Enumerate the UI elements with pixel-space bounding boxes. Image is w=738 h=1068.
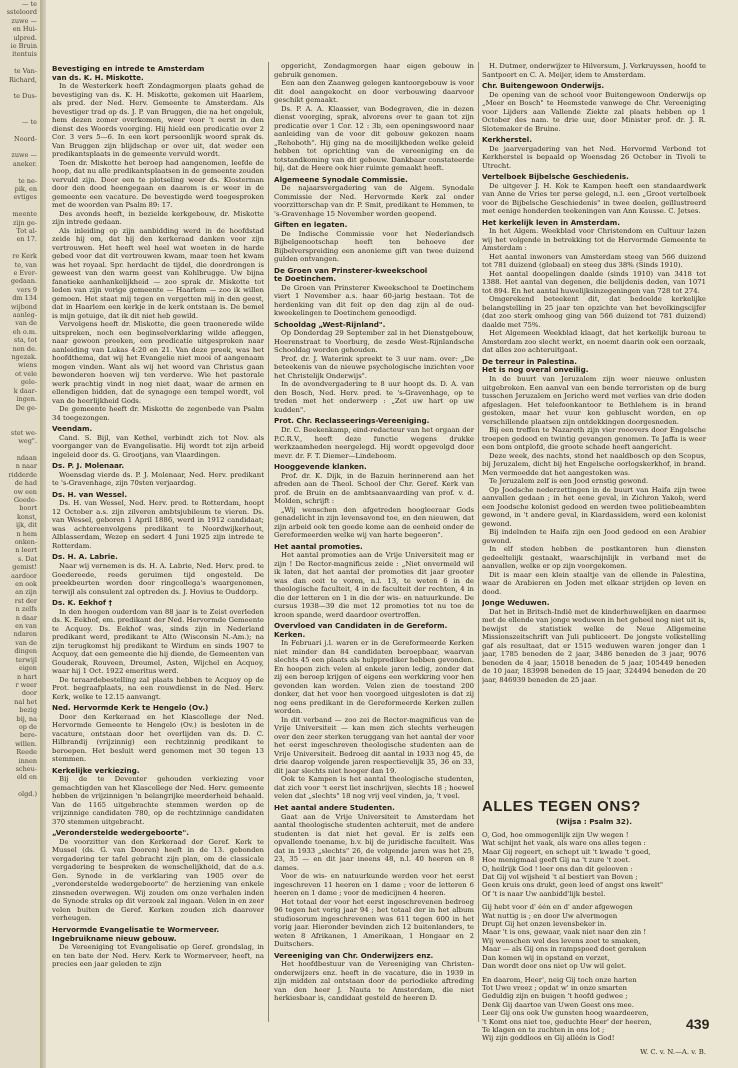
fragment-line: [0, 412, 40, 420]
article-paragraph: De gemeente heeft dr. Miskotte de zegenbede van Psalm 34 toegezongen.: [52, 405, 264, 422]
poem-line: Gij hebt voor d' één en d' ander afgewogen: [482, 903, 633, 912]
fragment-line: [0, 168, 40, 176]
article-paragraph: In Februari j.l. waren er in de Gereformeerde Kerken niet minder dan 84 candidaten beroepbaar, waarvan slechts 45 een plaats als hulpprediker hebben gevonden. En hoopen zich velen al enkele jaren ledig, zonder dat zij een beroep krijgen of eigens een werkkring voor hen gevonden kan worden. Velen zien de toestand 200 donker, dat het voor hen voorgoed uitgesloten is dat zij nog eens predikant in de Gereformeerde Kerken zullen worden.: [274, 639, 474, 716]
fragment-line: n naar: [15, 462, 37, 471]
article-paragraph: Het totaal der voor het eerst ingeschrevenen bedroeg 96 tegen het vorig jaar 94 ; het totaal der in het album studiosorum ingeschrevenen was 611 tegen 600 in het vorig jaar. Hieronder bevinden zich 12 buitenlanders, te weten 8 Afrikanen, 1 Amerikaan, 1 Hongaar en 2 Duitschers.: [274, 897, 474, 949]
fragment-line: itentuis: [12, 50, 37, 59]
article-heading: Veendam.: [52, 424, 93, 434]
poem-line: 't Komt ons niet toe, geduchte Heer' der heeren,: [482, 1017, 652, 1026]
poem-stanza: [482, 976, 706, 1043]
fragment-line: evtiges: [13, 193, 37, 202]
poem-line: Wij zijn goddloos en Gij alléén is God!: [482, 1034, 615, 1043]
fragment-line: Tot al-: [16, 226, 37, 235]
article-paragraph: Vervolgens heeft dr. Miskotte, die geen traonerede wilde uitspreken, noch een beginselverklaring wilde afleggen, naar gewoon preeken, een predicatie uitgesproken naar aanleiding van Lukas 4:20 en 21. Van deze preek, was het hoofdthema, dat wij het Evangelie niet mooi of aangenaam mogen vinden. Want als wij het woord van Christus gaan bewonderen hoeven wij ten verderve. Wie het pastorale werk prachtig vindt in nog niet daat, waar de armen en ellendigen bidden, dat de synagoge een tempel wordt, vol van de heerlijkheid Gods.: [52, 320, 264, 405]
fragment-line: [0, 126, 40, 134]
article-paragraph: De uitgever J. H. Kok te Kampen heeft een standaardwerk van Anne de Vries ter perse gelegd, n.l. een „Groot vertelboek voor de Bijbelsche Geschiedenis" in twee deelen, geïllustreerd met eenige honderden teekeningen van Ann Kausse. C. Jetses.: [482, 181, 706, 216]
article-heading: Ds. P. J. Molenaar.: [52, 461, 125, 471]
article-paragraph: In het Algem. Weekblad voor Christendom en Cultuur lazen wij het volgende in betrekking tot de Hervormde Gemeente te Amsterdam :: [482, 227, 706, 253]
poem-line: Drupt Gij het onzen levensbeker in.: [482, 920, 607, 929]
column-rule: [478, 62, 479, 1022]
article-paragraph: Naar wij vernemen is ds. H. A. Labrie, Ned. Herv. pred. te Goedereede, reeds geruimen tijd ongesteld. De preekbeurten worden door ringcollega's waargenomen, terwijl als consulent zal optreden ds. J. Hovius te Ouddorp.: [52, 562, 264, 596]
article-paragraph: Bij een treffen te Nazareth zijn vier rooovers door Engelsche troepen gedood en twintig gevangen genomen. Te Jaffa is weer een bom ontplofd, die groote schade heeft aangericht.: [482, 426, 706, 452]
fragment-line: aanleg-: [12, 311, 37, 320]
article-paragraph: De voorzitter van den Kerkeraad der Geref. Kerk te Mussel (ds. G. van Dooren) heeft in de 13. gebonden vergadering ter tafel gebracht zijn plan, om de classicale vergadering te bespreken de wenschelijkheid, dat de a.s. Gen. Synode in de verklaring van 1905 over de „veronderstelde wedergeboorte" de herziening van enkele zinsneden overwegen. Wij zouden om onze verhalen inden de Synode straks op dit verzoek zal ingaan. Velen in en zeer velen buiten de Geref. Kerken zouden zich daarover verheugen.: [52, 837, 264, 923]
article-paragraph: Het aantal inwoners van Amsterdam steeg van 566 duizend tot 781 duizend (globaal) en steeg dus 38% (Sinds 1910).: [482, 252, 706, 270]
article-paragraph: Door den Kerkeraad en het Klascollege der Ned. Hervormde Gemeente te Hengelo (Ov.) is besloten in de vacature, ontstaan door het overlijden van ds. D. C. Hilbrandij (vrijzinnig) een rechtzinnig predikant te beroepen. Het besluit werd genomen met 30 tegen 13 stemmen.: [52, 712, 264, 764]
poem-line: Wat nuttig is ; en door Uw alvermogen: [482, 911, 618, 920]
article-paragraph: Op Joodsche nederzettingen in de buurt van Haifa zijn twee aanvallen gedaan ; in het eene geval, in Zichron Yakob, werd een Joodsche kolonist gedood en werden twee politiebeambten gewond, in 't andere geval, in Kiardassidem, werd een kolonist gewond.: [482, 485, 706, 528]
poem-line: Dan wordt door ons niet op Uw wil gelet.: [482, 962, 627, 971]
article-paragraph: Woensdag vierde ds. P. J. Molenaar, Ned. Herv. predikant te 's-Gravenhage, zijn 70sten verjaardag.: [52, 470, 264, 488]
article-heading: Vereeniging van Chr. Onderwijzers enz.: [274, 950, 434, 960]
poem-signature: W. C. v. N.—A. v. B.: [640, 1047, 706, 1056]
fragment-line: door: [21, 689, 37, 698]
article-paragraph: Het hoofdbestuur van de Vereeniging van Christen-onderwijzers enz. heeft in de vacature, die in 1939 in zijn midden zal ontstaan door de periodieke aftreding van den heer J. Nauta te Amsterdam, die niet herkiesbaar is, candidaat gesteld de heeren D.: [274, 960, 474, 1003]
facing-page-fragment: [0, 0, 42, 1068]
fragment-line: Richard,: [8, 75, 37, 84]
article-heading: Algemeene Synodale Commissie.: [274, 174, 408, 184]
poem-line: En daarom, Heer', neig Gij toch onze harten: [482, 975, 637, 984]
fragment-line: gele-: [20, 378, 37, 387]
article-paragraph: H. Dutmer, onderwijzer te Hilversum, J. Verkruyssen, hoofd te Santpoort en C. A. Meijer, idem te Amsterdam.: [482, 62, 706, 79]
fragment-line: ssteloord: [6, 8, 37, 17]
poem-stanza: [482, 831, 706, 898]
fragment-line: nal het: [14, 697, 37, 706]
poem-line: Hoe menigmaal geeft Gij na 't zure 't zoet.: [482, 856, 631, 865]
article-heading: Het aantal promoties.: [274, 541, 363, 551]
article-heading: Het aantal andere Studenten.: [274, 802, 395, 812]
fragment-line: ow een: [13, 487, 37, 496]
poem-line: Geen kruis ons drukt, geen leed of angst ons kwelt": [482, 881, 664, 890]
fragment-line: n zelfs: [15, 605, 37, 614]
article-paragraph: In elf steden hebben de postkantoren hun diensten gedeeltelijk gestaakt, waarschijnlijk in verband met de aanvallen, welke er op zijn voorgekomen.: [482, 545, 706, 571]
article-paragraph: Ook te Kampen is het aantal theologische studenten, dat zich voor 't eerst liet inschrijven, slechts 18 ; hoewel velen dat „slechts" 18 nog vrij veel vinden, ja, 't veel.: [274, 775, 474, 801]
article-paragraph: De najaarsvergadering van de Algem. Synodale Commissie der Ned. Hervormde Kerk zal onder voorzitterschap van dr. P. Smit, predikant te Hemmen, te 's-Gravenhage 15 November worden geopend.: [274, 184, 474, 218]
fragment-line: en 17.: [16, 235, 37, 244]
fragment-line: [0, 59, 40, 67]
fragment-line: n hart: [16, 672, 37, 681]
poem-line: O, God, hoe ommogenlijk zijn Uw wegen !: [482, 831, 629, 839]
fragment-line: vers 9: [16, 285, 37, 294]
article-heading: Jonge Weduwen.: [482, 598, 550, 608]
fragment-line: en Hui-: [12, 25, 37, 34]
fragment-line: [0, 202, 40, 210]
fragment-line: nen de.: [12, 344, 37, 353]
article-heading: Hervormde Evangelisatie te Wormerveer. Ingebruikname nieuw gebouw.: [52, 924, 220, 943]
column-2: [274, 62, 474, 1052]
article-paragraph: Een aan den Zaanweg gelegen kantoorgebouw is voor dit doel aangekocht en door verbouwing daarvoor geschikt gemaakt.: [274, 79, 474, 104]
article-paragraph: „Wij wenschen den afgetreden hoogleeraar Gods genadelicht in zijn levensavond toe, en den nieuwen, dat zijn arbeid ook ten goede kome aan de eenheid onder de Gereformeerden welke wij van harte begeeren".: [274, 505, 474, 540]
article-paragraph: Het aantal promoties aan de Vrije Universiteit mag er zijn ! De Rector-magnificus zeide : „Niet onvermeld wil ik laten, dat het aantal der promoties dit jaar grooter was dan ooit te voren, n.l. 13, te weten 6 in de theologische faculteit, 4 in de faculteit der rechten, 4 in die der letteren en 1 in die der wis- en natuurkunde. De cursus 1938—39 die met 12 promoties tot nu toe de kroon spande, werd daardoor overtroffen.: [274, 551, 474, 619]
fragment-line: zuwe —: [11, 16, 37, 25]
fragment-line: te Van-: [14, 67, 37, 76]
column-rule: [268, 62, 269, 1022]
poem-line: Te klagen en te zuchten in ons lot ;: [482, 1025, 605, 1034]
fragment-line: dingen: [14, 647, 37, 656]
fragment-line: gedaan.: [10, 277, 37, 286]
article-heading: Schooldag „West-Rijnland".: [274, 319, 386, 329]
article-heading: Ned. Hervormde Kerk te Hengelo (Ov.): [52, 703, 209, 713]
fragment-line: ngezak.: [11, 353, 37, 362]
fragment-line: dm 134: [12, 294, 37, 303]
article-paragraph: In de avondvergadering te 8 uur hoopt ds. D. A. van den Bosch, Ned. Herv. pred. te 's-Gravenhage, op te treden met het onderwerp : „Zet uw hart op uw kudden".: [274, 380, 474, 414]
article-paragraph: De opening van de school voor Buitengewoon Onderwijs op „Meer en Bosch" te Heemstede vanwege de Chr. Vereeniging voor Lijders aan Vallende Ziekte zal plaats hebben op 1 October des nam. te drie uur, door Minister prof. dr. J. R. Slotemaker de Bruine.: [482, 90, 706, 133]
fragment-line: pik, en: [14, 184, 37, 193]
article-heading: Hooggevende klanken.: [274, 462, 367, 472]
fragment-line: ridderde: [8, 470, 37, 479]
article-paragraph: opgericht, Zondagmorgen haar eigen gebouw in gebruik genomen.: [274, 62, 474, 79]
article-paragraph: Dit is maar een klein staaltje van de ellende in Palestina, waar de Arabieren en Joden met elkaar strijden op leven en dood.: [482, 570, 706, 596]
fragment-line: r weer: [15, 680, 37, 689]
fragment-line: [0, 101, 40, 109]
fragment-line: bere-: [19, 731, 37, 740]
poem-stanza: [482, 903, 706, 970]
fragment-line: onken-: [14, 538, 37, 546]
article-paragraph: In dit verband — zoo zei de Rector-magnificus van de Vrije Universiteit — kan men zich slechts verheugen over den zeer sterken teruggang van het aantal der voor het eerst ingeschreven theologische studenten aan de Vrije Universiteit. Bedroeg dit aantal in 1933 nog 45, de drie daarop volgende jaren respectievelijk 35, 36 en 33, dit jaar slechts niet hooger dan 19.: [274, 715, 474, 775]
fragment-line: te, van: [14, 260, 37, 269]
article-paragraph: In den hoogen ouderdom van 88 jaar is te Zeist overleden ds. K. Eekhof, em. predikant der Ned. Hervormde Gemeente te Acquoy. Ds. Eekhof was, sinds zijn in Nederland predikant werd, predikant te Alto (Wisconsin N.-Am.); na zijn terugkomst hij predikant te Wirdum en sinds 1907 te Acquoy, dat een gemeente die hij diende, de Gemeenten van Gouderak, Rouveen, Dreumel, Asten, Wijchel en Acquoy, waar hij 1 Oct. 1922 emeritus werd.: [52, 607, 264, 676]
fragment-line: [0, 244, 40, 252]
article-paragraph: Bij indelnden te Haifa zijn een Jood gedood en een Arabier gewond.: [482, 528, 706, 545]
article-heading: Ds. K. Eekhof †: [52, 598, 113, 608]
article-heading: Kerkelijke verkiezing.: [52, 765, 140, 775]
fragment-line: bezig: [19, 706, 37, 715]
article-paragraph: De Vereeniging tot Evangelisatie op Geref. grondslag, in en ten bate der Ned. Herv. Kerk te Wormerveer, heeft, na precies een jaar geleden te zijn: [52, 943, 264, 969]
fragment-line: — te: [21, 0, 37, 8]
column-1: [52, 62, 264, 1052]
fragment-line: innen: [18, 756, 37, 765]
fragment-line: sta, tot: [13, 336, 37, 345]
fragment-line: wiens: [17, 361, 37, 370]
fragment-line: ndaren: [13, 630, 37, 639]
fragment-line: terwijl: [15, 655, 37, 664]
poem-title: ALLES TEGEN ONS?: [482, 798, 641, 815]
fragment-line: en van: [15, 622, 37, 631]
fragment-line: olgd.): [18, 790, 37, 799]
fragment-line: ie Bruin: [10, 42, 37, 51]
fragment-line: aardoor: [11, 571, 37, 580]
article-paragraph: Prof. dr. J. Waterink spreekt te 3 uur nam. over: „De beteekenis van de nieuwe psychologische inzichten voor het Christelijk Onderwijs".: [274, 354, 474, 380]
fragment-line: [0, 109, 40, 117]
column-3: [482, 62, 706, 798]
fragment-line: [0, 84, 40, 92]
fragment-line: De ge-: [15, 403, 37, 412]
fragment-line: n leert: [15, 546, 37, 555]
article-heading: Prot. Chr. Reclasseerings-Vereeniging.: [274, 416, 430, 426]
fragment-line: eh o.m.: [12, 327, 37, 336]
poem-line: Wij wenschen wel des levens zoet te smaken,: [482, 936, 641, 945]
article-paragraph: Deze week, des nachts, stond het naaldbosch op den Scopus, bij Jeruzalem, dicht bij het Engelsche oorlogskerkhof, in brand. Men vermoedde dat het aangestoken was.: [482, 451, 706, 477]
fragment-line: te ne-: [18, 176, 37, 185]
fragment-line: Noord-: [14, 134, 37, 143]
poem-line: Maar Gij regeert, en schept uit 't kwade 't goed,: [482, 847, 651, 856]
fragment-line: konst,: [16, 512, 37, 521]
fragment-line: wijbond: [10, 302, 37, 311]
article-paragraph: Cand. S. Bijl, van Kethel, verbindt zich tot Nov. als voorganger van de Evangelisatie. Hij wordt tot zijn arbeid ingeleid door ds. G. Grootjans, van Vlaardingen.: [52, 433, 264, 459]
article-heading: De Groen van Prinsterer-kweekschool te Doetinchem.: [274, 265, 428, 284]
fragment-line: an zijn: [15, 588, 37, 597]
article-paragraph: In de Westerkerk heeft Zondagmorgen plaats gehad de bevestiging van ds. K. H. Miskotte, gekomen uit Haarlem, als pred. der Ned. Herv. Gemeente te Amsterdam. Als bevestiger trad op ds. J. P. van Bruggen, die na het ongeluk, hem dezen zomer overkomen, weer voor 't eerst in den dienst des Woords voorging. Hij hield een predicatie over 2 Cor. 3 vers 5—6. In een kort persoonlijk woord sprak ds. Van Bruggen zijn blijdschap er over uit, dat weder een predikantsplaats in de gemeente vervuld wordt.: [52, 82, 264, 159]
fragment-line: gemist!: [12, 563, 37, 572]
article-paragraph: De teraardebestelling zal plaats hebben te Acquoy op de Prot. begraafplaats, na een rouwdienst in de Ned. Herv. Kerk, welke te 12.15 aanvangt.: [52, 675, 264, 701]
fragment-line: [0, 782, 40, 790]
fragment-line: Reede: [16, 748, 37, 757]
poem-line: Leer Gij ons ook Uw gunsten hoog waardeeren,: [482, 1009, 649, 1018]
article-paragraph: Als inleiding op zijn aanbidding werd in de hoofdstad zeide hij om, dat hij den kerkeraad danken voor zijn vertrouwen. Het heeft wel heel wat woeten in de harde gebed voor dat dit vertrouwen kwam, maar toen het kwam was het royaal. Spr. herdacht de tijdel, die doordrongen is geweest van den warm geest van Kohlbrugge. Uw bijna fanatieke aanhankelijkheid — zoo sprak dr. Miskotte tot leden van zijn vorige gemeente — Haarlem — zoo ik willen gemoen. Het staat mij tegen en vergetten mij in den geest, dat in Haarlem een kerkje in de kerk ontstaan is. De bemel is mijn getuige, dat ik dit niet heb gewild.: [52, 226, 264, 320]
fragment-line: n hem: [16, 529, 37, 538]
article-heading: Chr. Buitengewoon Onderwijs.: [482, 81, 605, 90]
poem-line: Wat schijnt het vaak, als ware ons alles tegen :: [482, 839, 646, 848]
article-paragraph: Het aantal doopelingen daalde (sinds 1910) van 3418 tot 1388. Het aantal van degenen, die belijdenis deden, van 1071 tot 894. En het aantal huwelijksinzegeningen van 728 tot 274.: [482, 269, 706, 295]
article-paragraph: Toen dr. Miskotte het beroep had aangenomen, leefde de hoop, dat nu alle predikantsplaatsen in de gemeente zouden vervuld zijn. Door een te plotseling weer ds. Klosterman door den dood heengegaan en daarom is er weer in de gemeente een vacature. De bevestigde werd toegesproken met de woorden van Psalm 89: 17.: [52, 158, 264, 210]
fragment-line: weg".: [18, 437, 37, 446]
page-number: 439: [686, 1016, 710, 1032]
poem: [482, 798, 706, 1056]
article-heading: Overvloed van Candidaten in de Gereform. Kerken.: [274, 621, 448, 639]
fragment-line: ingen.: [16, 395, 37, 404]
fragment-line: de had: [14, 479, 37, 488]
fragment-line: n daar: [15, 613, 37, 622]
fragment-line: [0, 420, 40, 428]
article-paragraph: In de buurt van Jeruzalem zijn weer nieuwe onlusten uitgebroken. Een aanval van een bende terroristen op de burg tusschen Jeruzalem en Jericho werd met verlies van drie doden afgeslagen. Het telefoonkantoor te Bethlehem is in brand gestoken, maar het vuur kon gebluscht worden, en op verschillende plaatsen zijn ontdekkingen doorgesneden.: [482, 375, 706, 426]
poem-subtitle: (Wijsa : Psalm 32).: [556, 817, 632, 826]
article-paragraph: Omgerekend beteekent dit, dat bedoelde kerkelijke belangstelling in 25 jaar ten opzichte van het bevolkingscijfer (dat zoo sterk omhoog ging van 566 duizend tot 781 duizend) daalde met 75%.: [482, 295, 706, 329]
fragment-line: re Kerk: [12, 252, 37, 261]
article-paragraph: Dr. C. Beekenkamp, eind-redacteur van het orgaan der P.C.R.V., heeft deze functie wegens drukke werkzaamheden neergelegd. Hij wordt opgevolgd door mevr. dr. F. T. Diemer—Lindeboom.: [274, 426, 474, 460]
fragment-line: te Dus-: [13, 92, 37, 101]
article-paragraph: Voor de wis- en natuurkunde werden voor het eerst ingeschreven 11 heeren en 1 dame ; voor de letteren 6 heeren en 1 dame ; voor de medicijnen 4 heeren.: [274, 872, 474, 898]
fragment-line: en ook: [15, 580, 37, 589]
fragment-line: stet we-: [10, 428, 37, 437]
fragment-line: willen.: [15, 739, 37, 748]
fragment-line: [0, 446, 40, 454]
article-paragraph: Het Algemeen Weekblad klaagt, dat het kerkelijk bureau te Amsterdam zoo slecht werkt, en noemt daarin ook een oorzaak, dat alles zoo achteruitgaat.: [482, 329, 706, 355]
article-heading: „Veronderstelde wedergeboorte".: [52, 828, 189, 838]
poem-line: Geduldig zijn en buigen 't hoofd gedwee ;: [482, 992, 628, 1001]
article-paragraph: De Indische Commissie voor het Nederlandsch Bijbelgenootschap heeft ten behoeve der Bijbelverspreiding een anonieme gift van twee duizend gulden ontvangen.: [274, 229, 474, 264]
poem-line: Of 't is naar Uw aanbidd'lijk bestel.: [482, 889, 606, 898]
article-heading: Het kerkelijk leven in Amsterdam.: [482, 217, 620, 227]
fragment-line: Goede-: [13, 495, 37, 504]
poem-line: Maar 't is ons, gewaar, vaak niet naar den zin !: [482, 928, 647, 937]
fragment-line: van de: [15, 638, 37, 647]
article-heading: Vertelboek Bijbelsche Geschiedenis.: [482, 172, 629, 182]
article-paragraph: Des avonds heeft, in bezielde kerkgebouw, dr. Miskotte zijn intrede gedaan.: [52, 209, 264, 227]
poem-stanzas: [482, 831, 706, 1043]
article-heading: Kerkherstel.: [482, 135, 532, 145]
fragment-line: ndaan: [16, 453, 37, 462]
article-paragraph: Ds. P. A. A. Klaasser, van Bodegraven, die in dezen dienst voorging, sprak, alvorens over te gaan tot zijn predicatie over 1 Cor. 12 : 3b, een openingswoord naar aanleiding van de voor dit gebouw gekozen naam „Rehoboth". Hij ging na de moeilijkheden welke geleid hebben tot oprichting van de vereeniging en de totstandkoming van dit gebouw. Dankbaar constateerde hij, dat de Heere ook hier ruimte gemaakt heeft.: [274, 104, 474, 172]
poem-line: Dat Gij vol wijsheid 't al bestiert van Boven ;: [482, 873, 638, 882]
page-gutter: [40, 0, 46, 1068]
fragment-line: k daar-: [13, 386, 37, 395]
poem-line: Denk Gij daartoe van Uwen Geest ons mee.: [482, 1000, 634, 1009]
fragment-line: eigen: [18, 664, 37, 673]
fragment-line: boort: [19, 504, 37, 513]
article-paragraph: Te Jeruzalem zelf is een Jood ernstig gewond.: [489, 477, 649, 486]
article-paragraph: Dat het in Britsch-Indië met de kinderhuwelijken en daarmee met de ellende van jonge weduwen in het geheel nog niet uit is, bewijst de statistiek welke de Neue Allgemeine Missionszeitschrift van Juli publiceert. De jongste volkstelling gaf als resultaat, dat er 1515 weduwen waren jonger dan 1 jaar, 1785 beneden de 2 jaar, 3486 beneden de 3 jaar, 9076 beneden de 4 jaar, 15018 beneden de 5 jaar, 105449 beneden de 10 jaar, 183998 beneden de 15 jaar, 324494 beneden de 20 jaar, 846939 beneden de 25 jaar.: [482, 607, 706, 684]
fragment-line: ot vele: [14, 369, 37, 378]
article-heading: De terreur in Palestina. Het is nog overal onveilig.: [482, 356, 589, 375]
fragment-line: zijn ge-: [13, 218, 37, 227]
fragment-line: rst der: [14, 596, 37, 605]
poem-line: Tot Uwe vreez ; opdat w' in onze smarten: [482, 983, 627, 992]
fragment-line: meente: [12, 210, 37, 219]
fragment-line: s. Dat: [17, 554, 37, 563]
article-paragraph: Op Donderdag 29 September zal in het Dienstgebouw, Heerenstraat te Voorburg, de zesde West-Rijnlandsche Schooldag worden gehouden.: [274, 329, 474, 355]
poem-line: O, heilrijk God ! leer ons dan dit gelooven :: [482, 864, 633, 873]
fragment-line: scheu-: [15, 764, 37, 773]
article-paragraph: Gaat aan de Vrije Universiteit te Amsterdam het aantal theologische studenten achteruit, met de andere studenten is dat niet het geval. Er is zelfs een opvallende toename, b.v. bij de juridische faculteit. Was dat in 1933 „slechts" 26, de volgende jaren was het 25, 23, 35 — en dit jaar ineens 48, n.l. 40 heeren en 8 dames.: [274, 812, 474, 872]
article-paragraph: Bij de te Deventer gehouden verkiezing voor gemachtigden van het Klascollege der Ned. Herv. gemeente hebben de vrijzinnigen 'n belangrijke meerderheid behaald. Van de 1165 uitgebrachte stemmen werden op de vrijzinnige candidaten 780, op de rechtzinnige candidaten 370 stemmen uitgebracht.: [52, 775, 264, 826]
fragment-line: ulpred.: [13, 33, 37, 42]
fragment-line: ijk, dit: [15, 521, 37, 530]
article-paragraph: Prof. dr. K. Dijk, in de Bazuin herinnerend aan het afreden aan de Theol. School der Chr. Geref. Kerk van prof. de Bruin en de ambtsaanvaarding van prof. v. d. Molden, schrijft :: [274, 471, 474, 506]
poem-line: Dan komen wij in opstand en verzet,: [482, 953, 610, 962]
fragment-line: [0, 143, 40, 151]
fragment-line: — te: [21, 117, 37, 126]
fragment-line: e Ever-: [13, 269, 37, 277]
article-paragraph: De jaarvergadering van het Ned. Hervormd Verbond tot Kerkherstel is bepaald op Woensdag 26 October in Tivoli te Utrecht.: [482, 144, 706, 170]
fragment-line: eld en: [16, 773, 37, 782]
article-heading: Bevestiging en intrede te Amsterdam van ds. K. H. Miskotte.: [52, 64, 205, 82]
article-heading: Ds. H. van Wessel.: [52, 489, 128, 499]
poem-line: Maar — als Gij ons in rampspoed doet geraken: [482, 945, 647, 954]
fragment-line: aneker.: [12, 159, 37, 168]
fragment-line: van de: [15, 319, 37, 328]
fragment-line: bij, na: [16, 714, 37, 723]
article-heading: Ds. H. A. Labrie.: [52, 552, 118, 562]
article-paragraph: De Groen van Prinsterer Kweekschool te Doetinchem viert 1 November a.s. haar 60-jarig bestaan. Tot de herdenking van dit feit op den dag zijn al de oud-kweekelingen te Doetinchem genoodigd.: [274, 283, 474, 318]
fragment-line: op de: [18, 722, 37, 731]
article-heading: Giften en legaten.: [274, 220, 348, 230]
article-paragraph: Ds. H. van Wessel, Ned. Herv. pred. te Rotterdam, hoopt 12 October a.s. zijn zilveren ambtsjubileum te vieren. Ds. van Wessel, geboren 1 April 1886, werd in 1912 candidaat; was achtereenvolgens predikant te Noordwijkerhout, Alblasserdam, Wezep en sedert 4 Juni 1925 zijn intrede te Rotterdam.: [52, 499, 264, 550]
fragment-line: zuwe —: [11, 151, 37, 160]
